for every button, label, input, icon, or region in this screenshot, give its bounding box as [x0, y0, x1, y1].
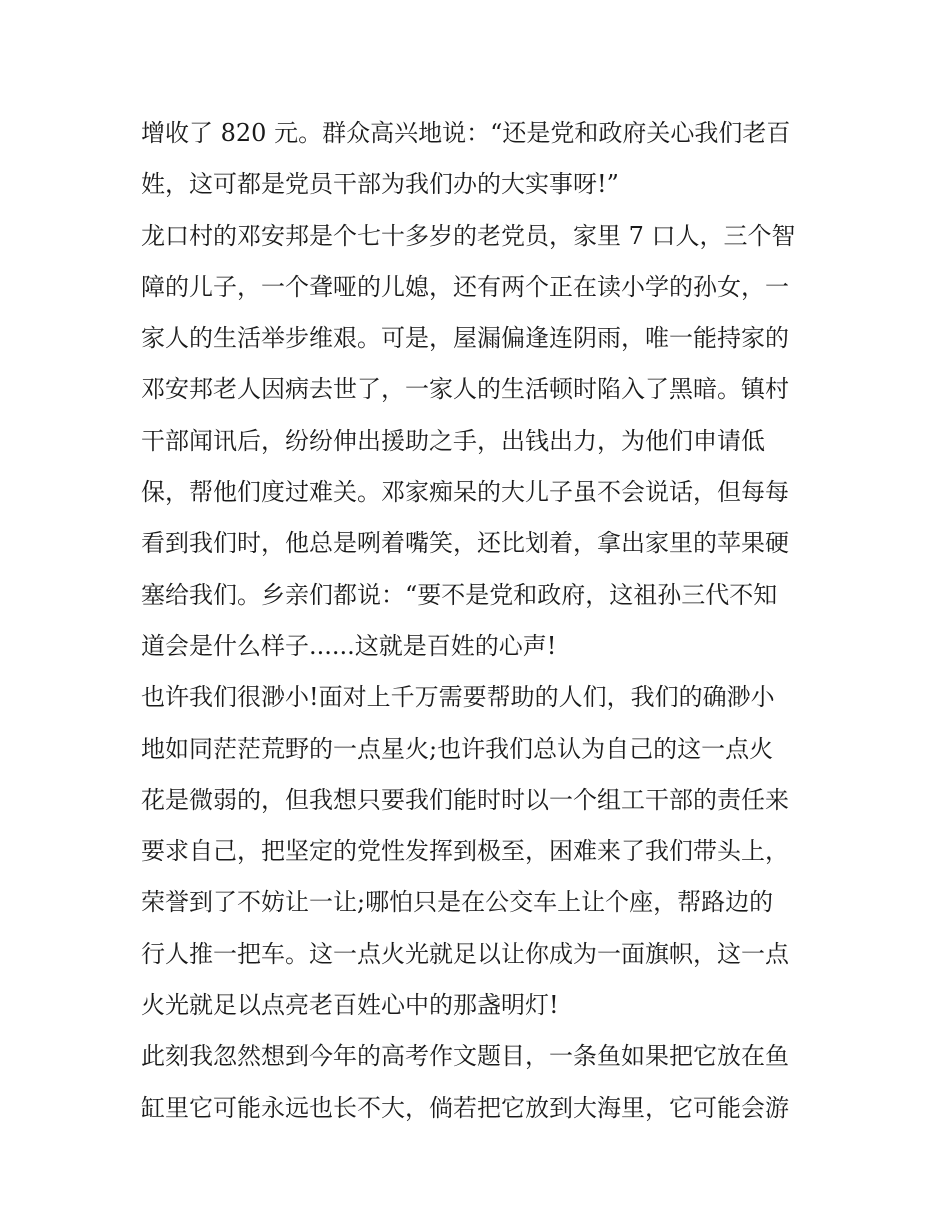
text-line: 龙口村的邓安邦是个七十多岁的老党员，家里 7 口人，三个智 — [141, 221, 796, 250]
text-line: 行人推一把车。这一点火光就足以让你成为一面旗帜，这一点 — [141, 939, 789, 968]
text-line: 花是微弱的，但我想只要我们能时时以一个组工干部的责任来 — [141, 785, 789, 814]
text-line: 火光就足以点亮老百姓心中的那盏明灯! — [141, 991, 559, 1020]
text-line: 看到我们时，他总是咧着嘴笑，还比划着，拿出家里的苹果硬 — [141, 529, 789, 558]
text-line: 也许我们很渺小!面对上千万需要帮助的人们，我们的确渺小 — [141, 683, 775, 712]
text-line: 缸里它可能永远也长不大，倘若把它放到大海里，它可能会游 — [141, 1093, 789, 1122]
text-line: 障的儿子，一个聋哑的儿媳，还有两个正在读小学的孙女，一 — [141, 272, 789, 301]
text-line: 塞给我们。乡亲们都说：“要不是党和政府，这祖孙三代不知 — [141, 580, 778, 609]
text-line: 增收了 820 元。群众高兴地说：“还是党和政府关心我们老百 — [141, 119, 791, 147]
text-line: 道会是什么样子......这就是百姓的心声! — [141, 631, 557, 660]
text-line: 荣誉到了不妨让一让;哪怕只是在公交车上让个座，帮路边的 — [141, 888, 774, 917]
text-line: 邓安邦老人因病去世了，一家人的生活顿时陷入了黑暗。镇村 — [141, 375, 789, 404]
text-line: 此刻我忽然想到今年的高考作文题目，一条鱼如果把它放在鱼 — [141, 1042, 789, 1071]
text-line: 家人的生活举步维艰。可是，屋漏偏逢连阴雨，唯一能持家的 — [141, 324, 789, 353]
body-text — [141, 108, 821, 1134]
text-line: 要求自己，把坚定的党性发挥到极至，困难来了我们带头上， — [141, 837, 789, 866]
text-line: 姓，这可都是党员干部为我们办的大实事呀!” — [141, 170, 619, 199]
text-line: 地如同茫茫荒野的一点星火;也许我们总认为自己的这一点火 — [141, 734, 774, 763]
text-line: 保，帮他们度过难关。邓家痴呆的大儿子虽不会说话，但每每 — [141, 478, 789, 507]
text-line: 干部闻讯后，纷纷伸出援助之手，出钱出力，为他们申请低 — [141, 426, 765, 455]
